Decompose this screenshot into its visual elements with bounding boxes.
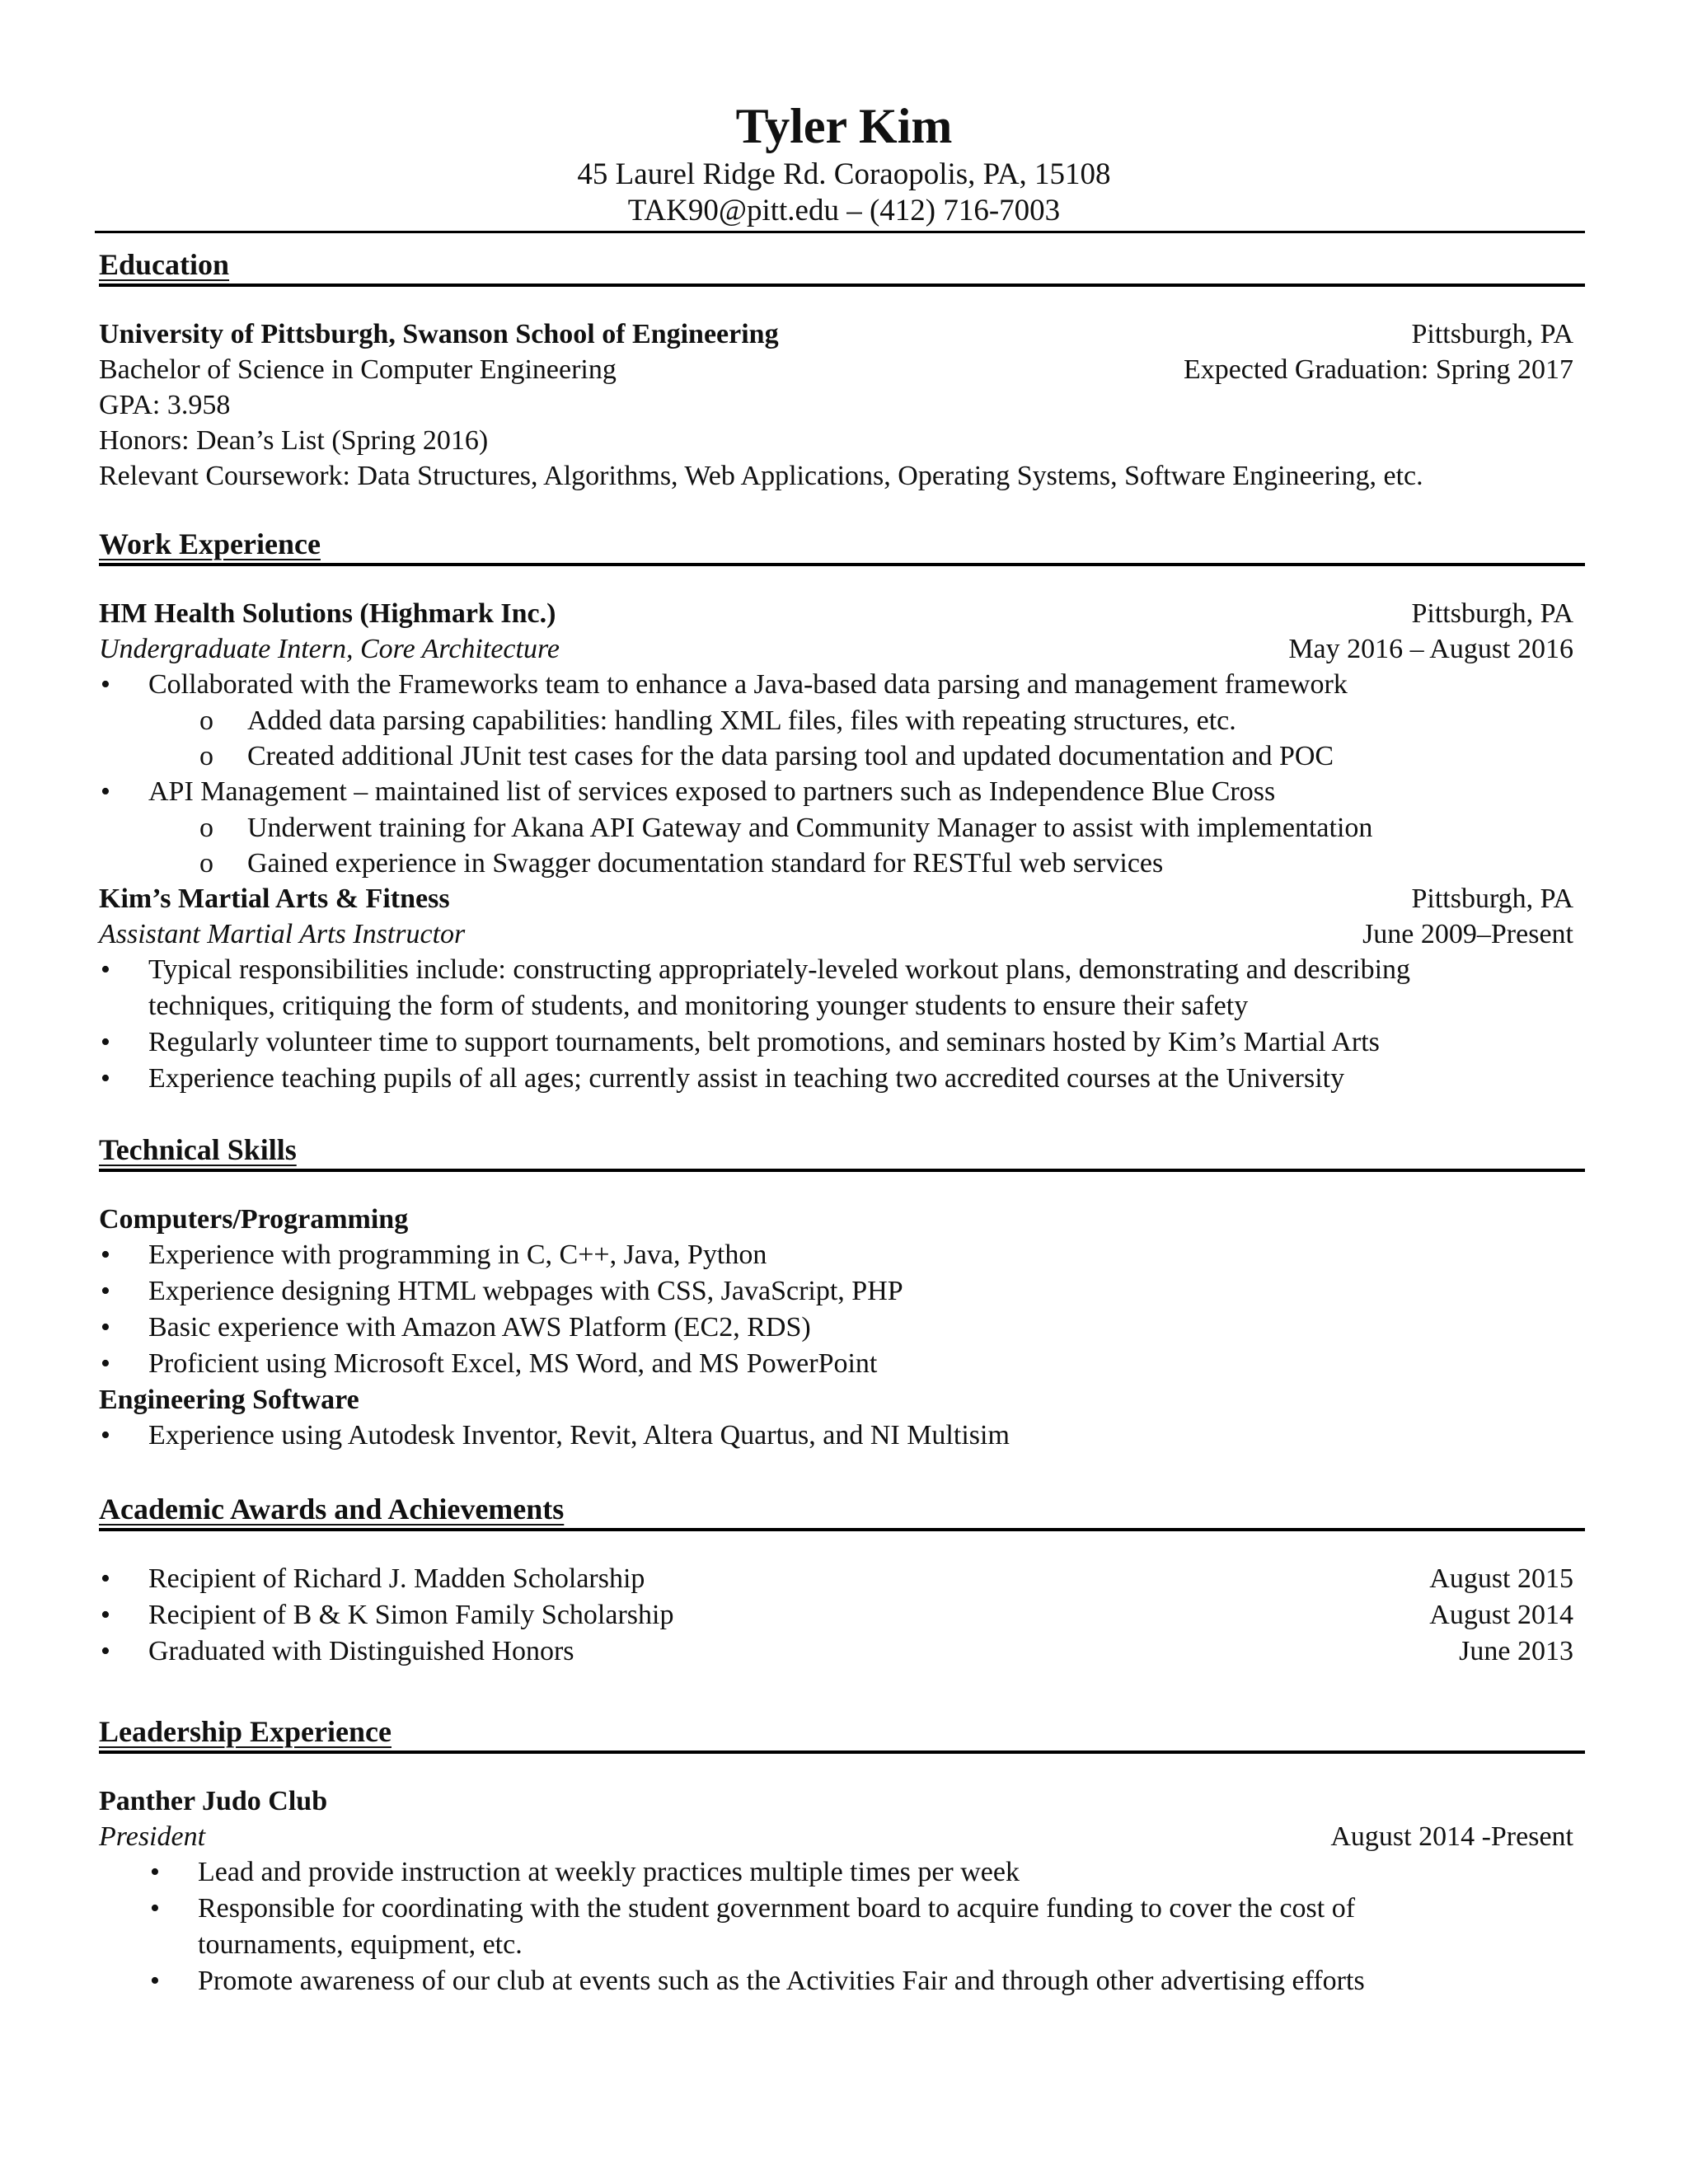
award-date: August 2014 xyxy=(1429,1600,1573,1630)
list-item: • Responsible for coordinating with the student government board to acquire funding to cover the cost of tournaments, equipment, etc. xyxy=(99,1891,1486,1963)
list-item xyxy=(99,1633,1585,1670)
job-sub-bullets xyxy=(99,810,1585,881)
list-item: • Lead and provide instruction at weekly practices multiple times per week xyxy=(99,1854,1486,1891)
graduation-date: Expected Graduation: Spring 2017 xyxy=(1183,354,1573,385)
list-item: o Gained experience in Swagger documentation standard for RESTful web services xyxy=(99,846,1585,881)
skill-group-title: Engineering Software xyxy=(99,1385,359,1415)
section-heading xyxy=(99,246,1585,287)
list-item: • Promote awareness of our club at events such as the Activities Fair and through other advertising efforts xyxy=(99,1963,1486,1999)
skills-heading: Technical Skills xyxy=(99,1133,297,1166)
job-title-row xyxy=(99,916,1585,952)
job-employer-row xyxy=(99,881,1585,916)
employer-location: Pittsburgh, PA xyxy=(1411,883,1573,914)
employer-location: Pittsburgh, PA xyxy=(1411,598,1573,629)
education-section xyxy=(99,246,1585,494)
job-sub-bullets xyxy=(99,703,1585,774)
work-heading: Work Experience xyxy=(99,527,321,560)
leadership-title-row xyxy=(99,1819,1585,1854)
list-item: • Proficient using Microsoft Excel, MS Word, and MS PowerPoint xyxy=(99,1346,1585,1382)
list-item xyxy=(99,1597,1585,1633)
employer-name: HM Health Solutions (Highmark Inc.) xyxy=(99,598,556,629)
job-employer-row xyxy=(99,596,1585,631)
awards-section xyxy=(99,1490,1585,1670)
list-item: • API Management – maintained list of services exposed to partners such as Independence Blue Cross xyxy=(99,774,1585,810)
header-divider xyxy=(95,231,1585,233)
list-item: • Experience teaching pupils of all ages; currently assist in teaching two accredited courses at the University xyxy=(99,1061,1536,1097)
degree: Bachelor of Science in Computer Engineering xyxy=(99,354,617,385)
org-name: Panther Judo Club xyxy=(99,1786,328,1816)
job-bullets xyxy=(99,667,1585,703)
list-item: • Experience designing HTML webpages with CSS, JavaScript, PHP xyxy=(99,1273,1585,1310)
address: 45 Laurel Ridge Rd. Coraopolis, PA, 15108 xyxy=(577,157,1111,191)
honors: Honors: Dean’s List (Spring 2016) xyxy=(99,425,489,456)
list-item xyxy=(99,1561,1585,1597)
list-item: • Experience using Autodesk Inventor, Revit, Altera Quartus, and NI Multisim xyxy=(99,1418,1585,1454)
list-item: • Basic experience with Amazon AWS Platform (EC2, RDS) xyxy=(99,1310,1585,1346)
award-text: • Graduated with Distinguished Honors xyxy=(148,1636,574,1666)
employer-name: Kim’s Martial Arts & Fitness xyxy=(99,883,450,914)
award-text: • Recipient of Richard J. Madden Scholarship xyxy=(148,1563,645,1594)
awards-heading: Academic Awards and Achievements xyxy=(99,1493,565,1526)
leadership-bullets xyxy=(99,1854,1585,1999)
list-item: o Underwent training for Akana API Gateway and Community Manager to assist with implementation xyxy=(99,810,1585,846)
school-name: University of Pittsburgh, Swanson School of Engineering xyxy=(99,319,779,349)
skill-group-title: Computers/Programming xyxy=(99,1204,409,1235)
section-heading xyxy=(99,1713,1585,1754)
job-title: Undergraduate Intern, Core Architecture xyxy=(99,634,560,664)
list-item: o Added data parsing capabilities: handling XML files, files with repeating structures, etc. xyxy=(99,703,1585,738)
email-phone: TAK90@pitt.edu – (412) 716-7003 xyxy=(627,194,1061,227)
job-bullets xyxy=(99,774,1585,810)
leadership-dates: August 2014 -Present xyxy=(1330,1821,1573,1852)
work-experience-section xyxy=(99,525,1585,1097)
award-text: • Recipient of B & K Simon Family Scholarship xyxy=(148,1600,674,1630)
award-date: August 2015 xyxy=(1429,1563,1573,1594)
section-heading xyxy=(99,1131,1585,1172)
education-school-row xyxy=(99,316,1585,352)
education-degree-row xyxy=(99,352,1585,387)
awards-list xyxy=(99,1561,1585,1670)
leadership-heading: Leadership Experience xyxy=(99,1715,392,1748)
resume-name: Tyler Kim xyxy=(735,99,953,153)
job-title: Assistant Martial Arts Instructor xyxy=(99,919,466,949)
technical-skills-section xyxy=(99,1131,1585,1454)
job-dates: June 2009–Present xyxy=(1362,919,1573,949)
leadership-title: President xyxy=(99,1821,206,1852)
job-title-row xyxy=(99,631,1585,667)
list-item: • Typical responsibilities include: constructing appropriately-leveled workout plans, demonstrating and describing techniques, critiquing the form of students, and monitoring younger students to ensure their safety xyxy=(99,952,1536,1024)
job-dates: May 2016 – August 2016 xyxy=(1288,634,1573,664)
coursework: Relevant Coursework: Data Structures, Algorithms, Web Applications, Operating Systems, Software Engineering, etc. xyxy=(99,461,1423,491)
list-item: • Collaborated with the Frameworks team to enhance a Java-based data parsing and management framework xyxy=(99,667,1585,703)
section-heading xyxy=(99,525,1585,566)
list-item: o Created additional JUnit test cases for the data parsing tool and updated documentation and POC xyxy=(99,738,1585,774)
leadership-section xyxy=(99,1713,1585,1999)
education-heading: Education xyxy=(99,248,230,281)
job-bullets xyxy=(99,952,1585,1097)
skill-list xyxy=(99,1418,1585,1454)
list-item: • Experience with programming in C, C++, Java, Python xyxy=(99,1237,1585,1273)
school-location: Pittsburgh, PA xyxy=(1411,319,1573,349)
list-item: • Regularly volunteer time to support tournaments, belt promotions, and seminars hosted by Kim’s Martial Arts xyxy=(99,1024,1536,1061)
skill-list xyxy=(99,1237,1585,1382)
award-date: June 2013 xyxy=(1459,1636,1573,1666)
gpa: GPA: 3.958 xyxy=(99,390,231,420)
section-heading xyxy=(99,1490,1585,1531)
